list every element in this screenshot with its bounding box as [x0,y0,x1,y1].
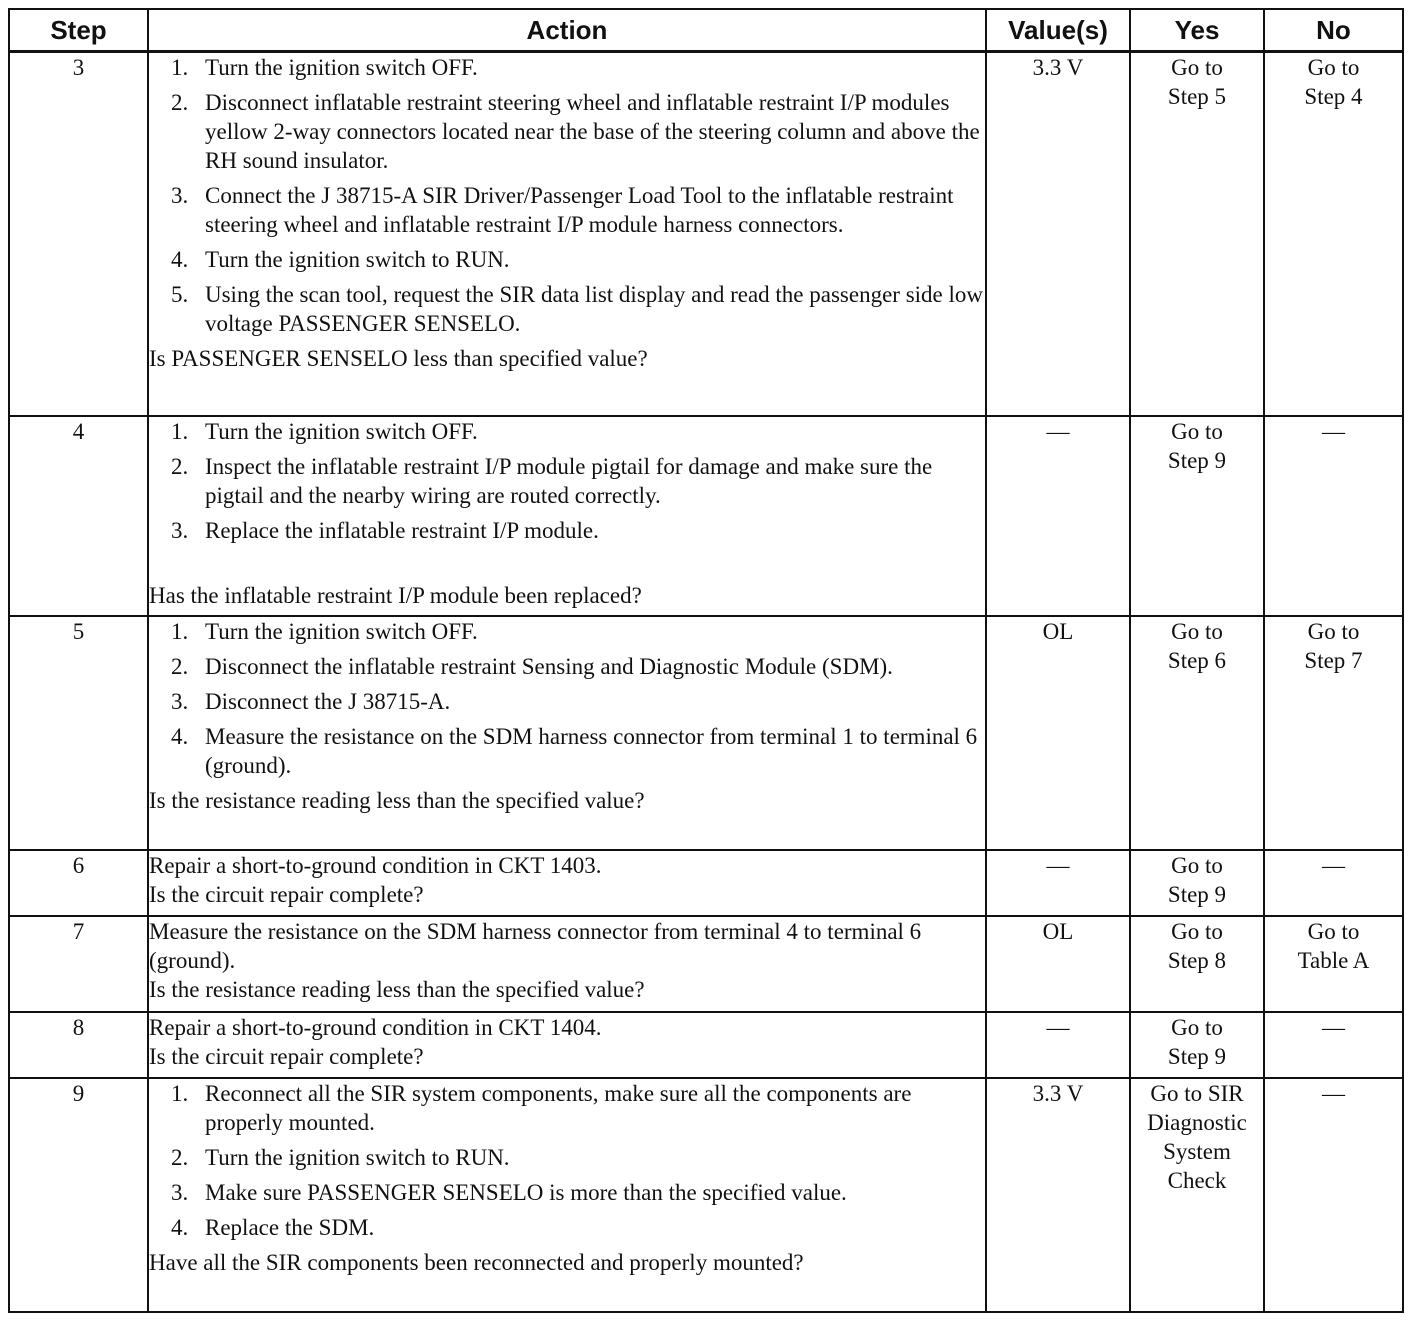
action-cell [148,616,986,850]
value-cell: — [986,416,1130,616]
no-cell: — [1264,1078,1403,1312]
header-yes: Yes [1130,9,1264,52]
action-item: 3. Disconnect the J 38715-A. [171,689,451,714]
action-cell [148,1078,986,1312]
action-item: 3. Replace the inflatable restraint I/P module. [171,518,599,543]
no-cell: Go to Table A [1264,916,1403,1012]
action-cell [148,416,986,616]
action-list [149,617,985,780]
yes-cell: Go to Step 5 [1130,52,1264,417]
value-cell: 3.3 V [986,52,1130,417]
step-number: 8 [9,1012,148,1078]
table-row [9,616,1403,850]
action-item: 4. Turn the ignition switch to RUN. [171,247,510,272]
yes-cell: Go to Step 9 [1130,1012,1264,1078]
yes-cell: Go to SIR Diagnostic System Check [1130,1078,1264,1312]
yes-cell: Go to Step 9 [1130,850,1264,916]
no-cell: — [1264,850,1403,916]
header-step: Step [9,9,148,52]
step-number: 7 [9,916,148,1012]
action-cell: Repair a short-to-ground condition in CKT 1403. Is the circuit repair complete? [148,850,986,916]
action-item: 2. Inspect the inflatable restraint I/P module pigtail for damage and make sure the pigtail and the nearby wiring are routed correctly. [171,454,933,508]
action-cell: Repair a short-to-ground condition in CKT 1404. Is the circuit repair complete? [148,1012,986,1078]
table-row [9,416,1403,616]
table-row [9,52,1403,417]
diagnostic-table [8,8,1404,1313]
no-cell: Go to Step 7 [1264,616,1403,850]
header-values: Value(s) [986,9,1130,52]
header-action: Action [148,9,986,52]
step-number: 5 [9,616,148,850]
action-list [149,417,985,545]
step-number: 6 [9,850,148,916]
table-row [9,850,1403,916]
header-no: No [1264,9,1403,52]
action-item: 1. Turn the ignition switch OFF. [171,419,478,444]
action-item: 5. Using the scan tool, request the SIR data list display and read the passenger side low voltage PASSENGER SENSELO. [171,282,983,336]
value-cell: — [986,850,1130,916]
value-cell: — [986,1012,1130,1078]
step-number: 9 [9,1078,148,1312]
action-item: 3. Make sure PASSENGER SENSELO is more than the specified value. [171,1180,847,1205]
action-item: 2. Disconnect inflatable restraint steering wheel and inflatable restraint I/P modules yellow 2-way connectors located near the base of the steering column and above the RH sound insulator. [171,90,980,173]
action-cell: Measure the resistance on the SDM harness connector from terminal 4 to terminal 6 (ground). Is the resistance reading less than the specified value? [148,916,986,1012]
action-item: 3. Connect the J 38715-A SIR Driver/Passenger Load Tool to the inflatable restraint steering wheel and inflatable restraint I/P module harness connectors. [171,183,954,237]
no-cell: Go to Step 4 [1264,52,1403,417]
value-cell: OL [986,616,1130,850]
step-number: 3 [9,52,148,417]
yes-cell: Go to Step 6 [1130,616,1264,850]
action-item: 1. Turn the ignition switch OFF. [171,619,478,644]
action-question: Have all the SIR components been reconnected and properly mounted? [149,1250,804,1275]
table-row [9,1078,1403,1312]
action-list [149,1079,985,1242]
value-cell: 3.3 V [986,1078,1130,1312]
action-question: Is the resistance reading less than the specified value? [149,788,645,813]
value-cell: OL [986,916,1130,1012]
action-list [149,53,985,338]
action-cell [148,52,986,417]
table-row [9,916,1403,1012]
no-cell: — [1264,1012,1403,1078]
action-item: 2. Disconnect the inflatable restraint Sensing and Diagnostic Module (SDM). [171,654,893,679]
action-question: Is PASSENGER SENSELO less than specified value? [149,346,648,371]
action-item: 2. Turn the ignition switch to RUN. [171,1145,510,1170]
action-item: 4. Replace the SDM. [171,1215,375,1240]
action-question: Has the inflatable restraint I/P module been replaced? [149,583,642,608]
action-item: 4. Measure the resistance on the SDM harness connector from terminal 1 to terminal 6 (ground). [171,724,978,778]
yes-cell: Go to Step 8 [1130,916,1264,1012]
action-item: 1. Turn the ignition switch OFF. [171,55,478,80]
yes-cell: Go to Step 9 [1130,416,1264,616]
action-item: 1. Reconnect all the SIR system components, make sure all the components are properly mounted. [171,1081,912,1135]
no-cell: — [1264,416,1403,616]
step-number: 4 [9,416,148,616]
table-row [9,1012,1403,1078]
header-row [9,9,1403,52]
